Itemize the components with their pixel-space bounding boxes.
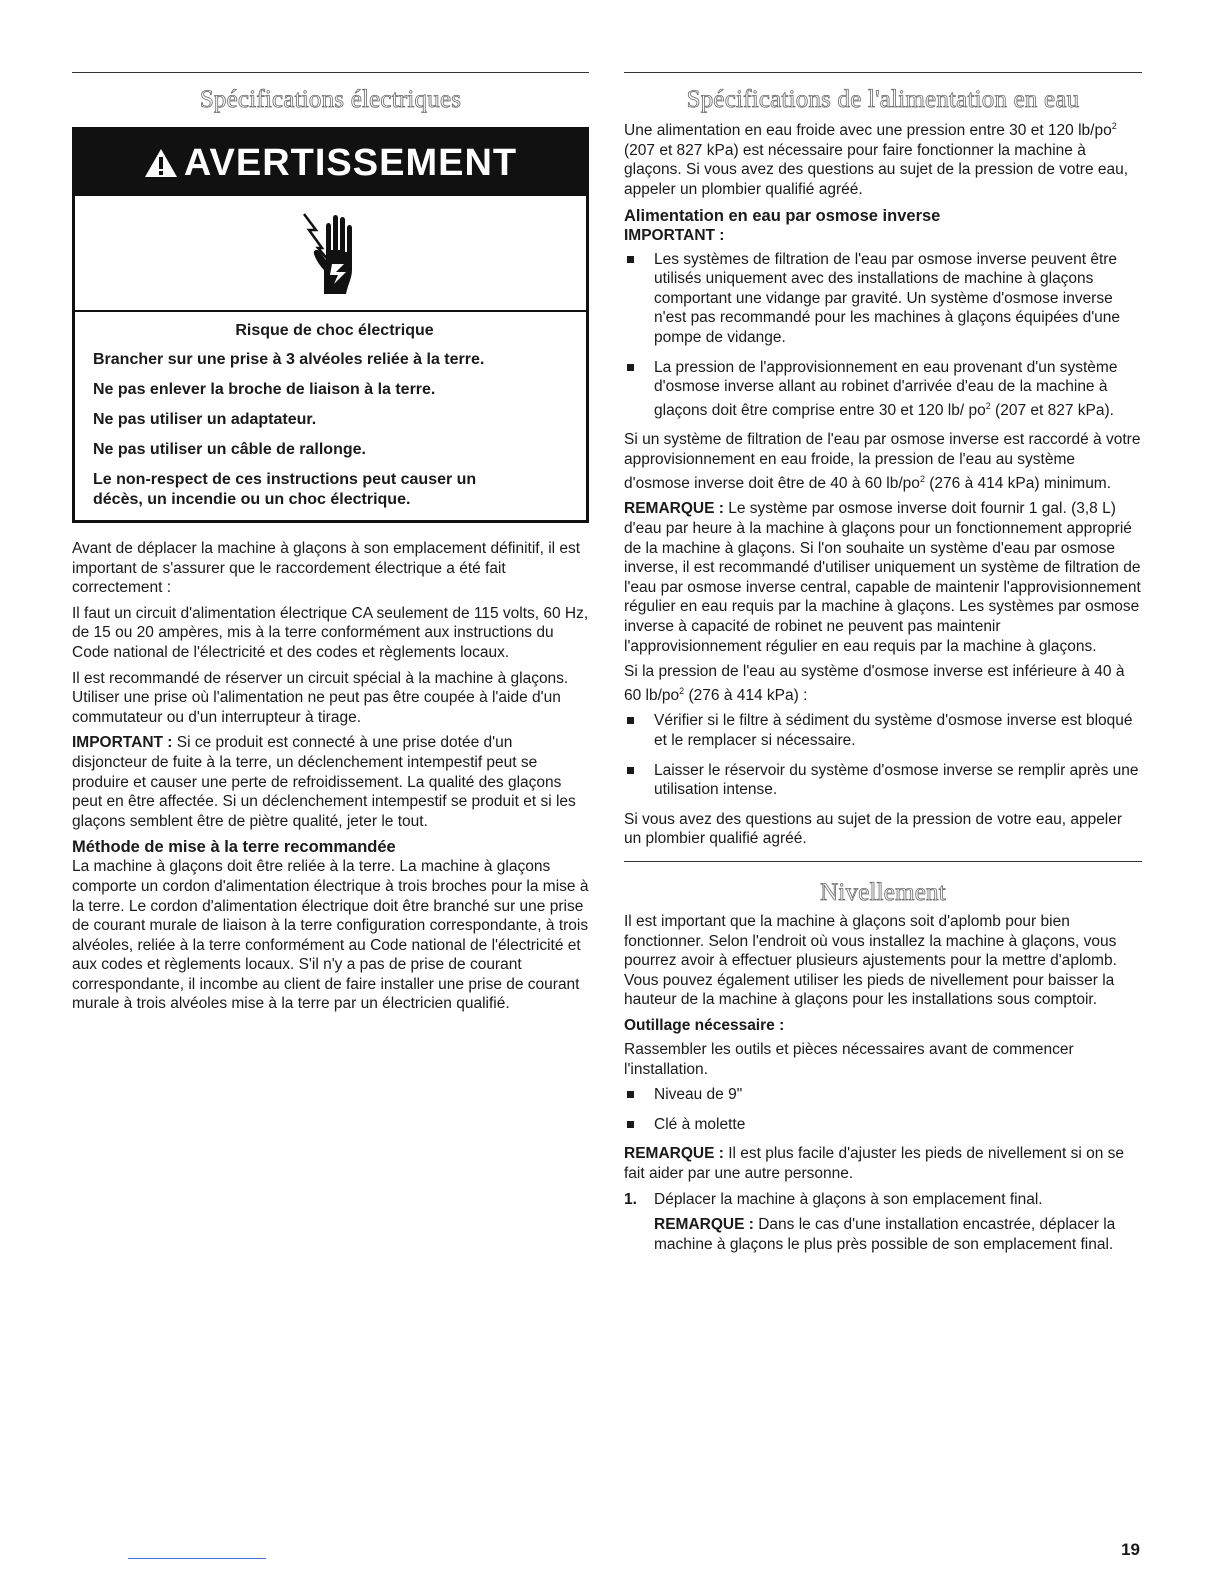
tools-bullet-list <box>624 1085 1142 1134</box>
warning-line-2: Ne pas enlever la broche de liaison à la terre. <box>93 381 436 398</box>
remarque-text: Il est plus facile d'ajuster les pieds de nivellement si on se fait aider par une autre personne. <box>624 1145 1125 1182</box>
list-item: Clé à molette <box>624 1115 1142 1135</box>
electric-shock-hand-icon <box>296 208 366 298</box>
remarque-label: REMARQUE : <box>624 500 724 518</box>
superscript: 2 <box>1111 121 1117 131</box>
text-run: Si un système de filtration de l'eau par osmose inverse est raccordé à votre approvisionnement en eau froide, la pression de l'eau au système d'osmose inverse doit être de 40 à 60 lb/po <box>624 431 1141 492</box>
grounding-text: La machine à glaçons doit être reliée à la terre. La machine à glaçons comporte un cordon d'alimentation électrique à trois broches pour la mise à la terre. Le cordon d'alimentation électrique doit être branché sur une prise de courant murale de liaison à la terre configuration correspondante, à trois alvéoles, reliée à la terre conformément au Code national de l'électricité et aux codes et règlements locaux. S'il n'y a pas de prise de courant correspondante, il incombe au client de faire installer une prise de courant murale à trois alvéoles mise à la terre par un électricien qualifié. <box>72 858 589 1013</box>
ro-bullet-list <box>624 250 1142 421</box>
low-pressure-bullet-list <box>624 711 1142 799</box>
remarque-text: Dans le cas d'une installation encastrée, déplacer la machine à glaçons le plus près possible de son emplacement final. <box>654 1216 1116 1253</box>
tools-heading: Outillage nécessaire : <box>624 1017 785 1034</box>
list-item: Vérifier si le filtre à sédiment du système d'osmose inverse est bloqué et le remplacer si nécessaire. <box>624 711 1142 750</box>
remarque-label: REMARQUE : <box>624 1145 724 1163</box>
warning-consequence: Le non-respect de ces instructions peut causer un décès, un incendie ou un choc électrique. <box>93 471 477 508</box>
list-item: Niveau de 9" <box>624 1085 1142 1105</box>
paragraph: Rassembler les outils et pièces nécessaires avant de commencer l'installation. <box>624 1041 1074 1078</box>
step-1 <box>624 1190 1142 1210</box>
water-intro <box>624 117 1142 200</box>
warning-box <box>72 127 589 523</box>
section-rule <box>624 861 1142 862</box>
superscript: 2 <box>985 400 991 411</box>
step-number: 1. <box>624 1190 637 1208</box>
remarque-paragraph <box>624 1144 1142 1183</box>
paragraph <box>624 430 1142 493</box>
leveling-title: Nivellement <box>820 879 946 907</box>
section-rule <box>624 72 1142 73</box>
section-rule <box>72 72 589 73</box>
list-item: Laisser le réservoir du système d'osmose inverse se remplir après une utilisation intense. <box>624 761 1142 800</box>
paragraph: Avant de déplacer la machine à glaçons à son emplacement définitif, il est important de s'assurer que le raccordement électrique a été fait correctement : <box>72 540 581 597</box>
paragraph <box>624 662 1142 705</box>
warning-risk: Risque de choc électrique <box>235 322 434 339</box>
page-number: 19 <box>1121 1540 1140 1559</box>
warning-text <box>75 312 586 520</box>
important-text: Si ce produit est connecté à une prise dotée d'un disjoncteur de fuite à la terre, un déclenchement intempestif peut se produire et causer une perte de refroidissement. La qualité des glaçons peut en être affectée. Si un déclenchement intempestif se produit et si les glaçons semblent être de piètre qualité, jeter le tout. <box>72 734 576 830</box>
reverse-osmosis-heading: Alimentation en eau par osmose inverse <box>624 206 941 225</box>
text-run: Si la pression de l'eau au système d'osmose inverse est inférieure à 40 à 60 lb/po <box>624 663 1125 704</box>
warning-line-4: Ne pas utiliser un câble de rallonge. <box>93 441 366 458</box>
important-paragraph <box>72 733 589 831</box>
text-run: (207 et 827 kPa). <box>990 401 1114 419</box>
water-specs-title: Spécifications de l'alimentation en eau <box>686 86 1080 113</box>
superscript: 2 <box>679 685 685 696</box>
superscript: 2 <box>919 473 925 484</box>
important-label: IMPORTANT : <box>72 734 173 752</box>
list-item <box>624 358 1142 421</box>
text-run: (276 à 414 kPa) minimum. <box>924 474 1112 492</box>
warning-header <box>75 130 586 196</box>
paragraph: Il est important que la machine à glaçons soit d'aplomb pour bien fonctionner. Selon l'endroit où vous installez la machine à glaçons, vous pourrez avoir à effectuer plusieurs ajustements pour la mettre d'aplomb. Vous pouvez également utiliser les pieds de nivellement pour baisser la hauteur de la machine à glaçons pour les installations sous comptoir. <box>624 913 1117 1009</box>
warning-triangle-icon <box>144 148 178 178</box>
left-column <box>72 72 589 1020</box>
remarque-label: REMARQUE : <box>654 1216 754 1234</box>
remarque-text: Le système par osmose inverse doit fournir 1 gal. (3,8 L) d'eau par heure à la machine à glaçons pour un fonctionnement approprié de la machine à glaçons. Si l'on souhaite un système d'eau par osmose inverse, il est recommandé d'utiliser uniquement un système de filtration de l'eau par osmose inverse central, capable de maintenir l'approvisionnement régulier en eau requis par la machine à glaçons. Les systèmes par osmose inverse à capacité de robinet ne peuvent pas maintenir l'approvisionnement régulier en eau requis par la machine à glaçons. <box>624 500 1141 655</box>
text-run: Une alimentation en eau froide avec une pression entre 30 et 120 lb/po <box>624 122 1112 140</box>
grounding-heading: Méthode de mise à la terre recommandée <box>72 838 396 857</box>
text-run: La pression de l'approvisionnement en eau provenant d'un système d'osmose inverse allant au robinet d'arrivée d'eau de la machine à glaçons doit être comprise entre 30 et 120 lb/ po <box>654 358 1118 419</box>
step-text: Déplacer la machine à glaçons à son emplacement final. <box>654 1190 1043 1208</box>
paragraph: Il faut un circuit d'alimentation électrique CA seulement de 115 volts, 60 Hz, de 15 ou 20 ampères, mis à la terre conformément aux instructions du Code national de l'électricité et des codes et règlements locaux. <box>72 604 589 661</box>
list-item: Les systèmes de filtration de l'eau par osmose inverse peuvent être utilisés uniquement avec des installations de machine à glaçons comportant une vidange par gravité. Un système d'osmose inverse n'est pas recommandé pour les machines à glaçons équipées d'une pompe de vidange. <box>624 250 1142 348</box>
shock-hazard-row <box>75 196 586 312</box>
step-1-remarque <box>624 1215 1142 1254</box>
remarque-paragraph <box>624 499 1142 656</box>
warning-line-1: Brancher sur une prise à 3 alvéoles reliée à la terre. <box>93 351 485 368</box>
ro-important-label: IMPORTANT : <box>624 226 725 244</box>
footer-line <box>128 1558 266 1559</box>
warning-line-3: Ne pas utiliser un adaptateur. <box>93 411 317 428</box>
paragraph: Il est recommandé de réserver un circuit spécial à la machine à glaçons. Utiliser une prise où l'alimentation ne peut pas être coupée à l'aide d'un commutateur ou d'un interrupteur à tirage. <box>72 669 569 726</box>
electrical-specs-title: Spécifications électriques <box>199 86 462 113</box>
text-run: (276 à 414 kPa) : <box>684 686 808 704</box>
right-column <box>624 72 1142 1260</box>
text-run: (207 et 827 kPa) est nécessaire pour faire fonctionner la machine à glaçons. Si vous avez des questions au sujet de la pression de votre eau, appeler un plombier qualifié agréé. <box>624 141 1129 198</box>
warning-header-text: AVERTISSEMENT <box>183 141 518 184</box>
paragraph: Si vous avez des questions au sujet de la pression de votre eau, appeler un plombier qualifié agréé. <box>624 810 1123 848</box>
